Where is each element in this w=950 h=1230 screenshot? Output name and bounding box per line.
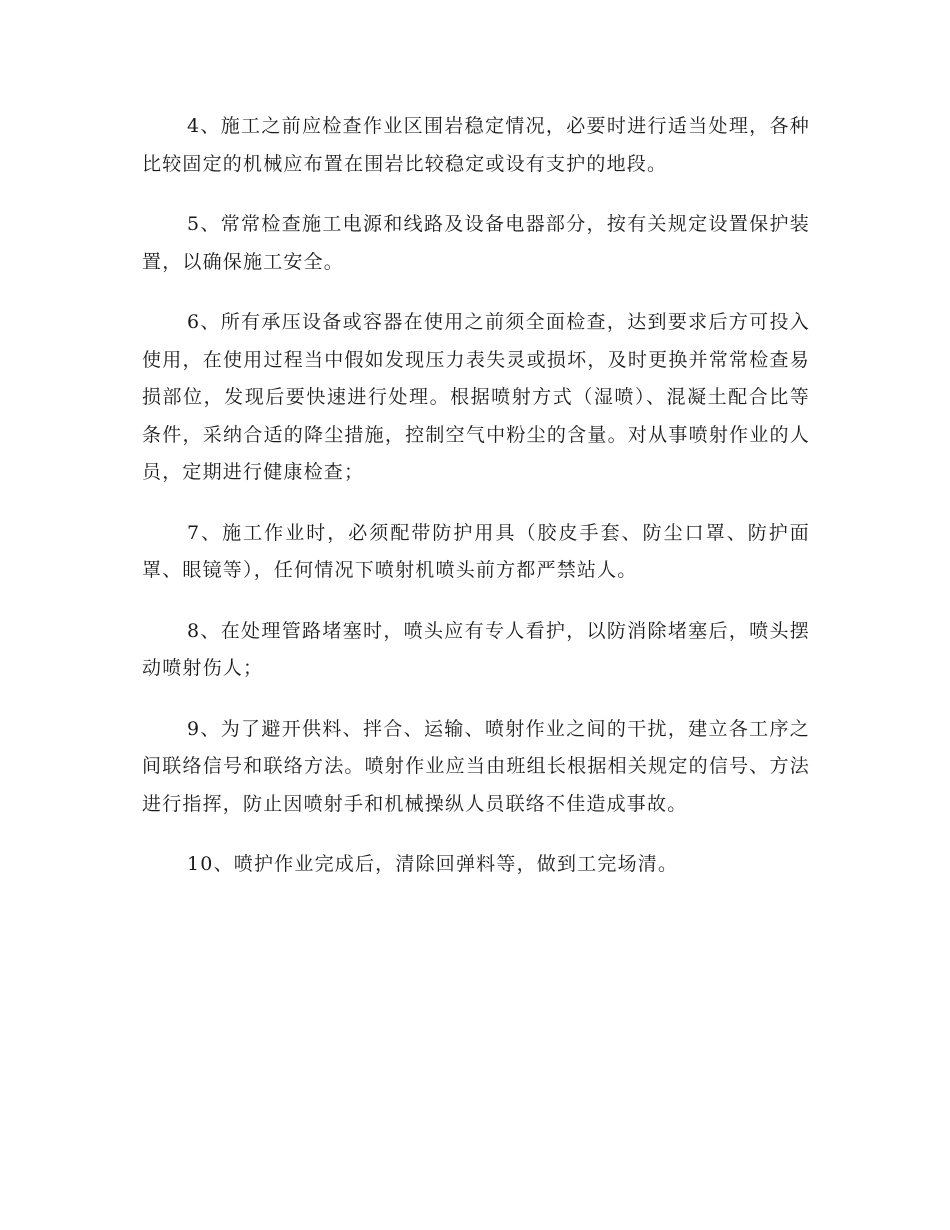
document-body [142, 108, 810, 884]
paragraph-item-5: 5、常常检查施工电源和线路及设备电器部分，按有关规定设置保护装置，以确保施工安全。 [142, 213, 810, 273]
paragraph-item-9: 9、为了避开供料、拌合、运输、喷射作业之间的干扰，建立各工序之间联络信号和联络方法。喷射作业应当由班组长根据相关规定的信号、方法进行指挥，防止因喷射手和机械操纵人员联络不佳造成事故。 [142, 717, 810, 815]
paragraph-item-4: 4、施工之前应检查作业区围岩稳定情况，必要时进行适当处理，各种比较固定的机械应布置在围岩比较稳定或设有支护的地段。 [142, 115, 810, 175]
paragraph-item-7: 7、施工作业时，必须配带防护用具（胶皮手套、防尘口罩、防护面罩、眼镜等），任何情况下喷射机喷头前方都严禁站人。 [142, 521, 810, 581]
paragraph-item-10: 10、喷护作业完成后，清除回弹料等，做到工完场清。 [187, 853, 679, 875]
paragraph-item-6: 6、所有承压设备或容器在使用之前须全面检查，达到要求后方可投入使用，在使用过程当中假如发现压力表失灵或损坏，及时更换并常常检查易损部位，发现后要快速进行处理。根据喷射方式（湿喷）、混凝土配合比等条件，采纳合适的降尘措施，控制空气中粉尘的含量。对从事喷射作业的人员，定期进行健康检查； [142, 311, 810, 483]
paragraph-item-8: 8、在处理管路堵塞时，喷头应有专人看护，以防消除堵塞后，喷头摆动喷射伤人； [142, 619, 810, 679]
